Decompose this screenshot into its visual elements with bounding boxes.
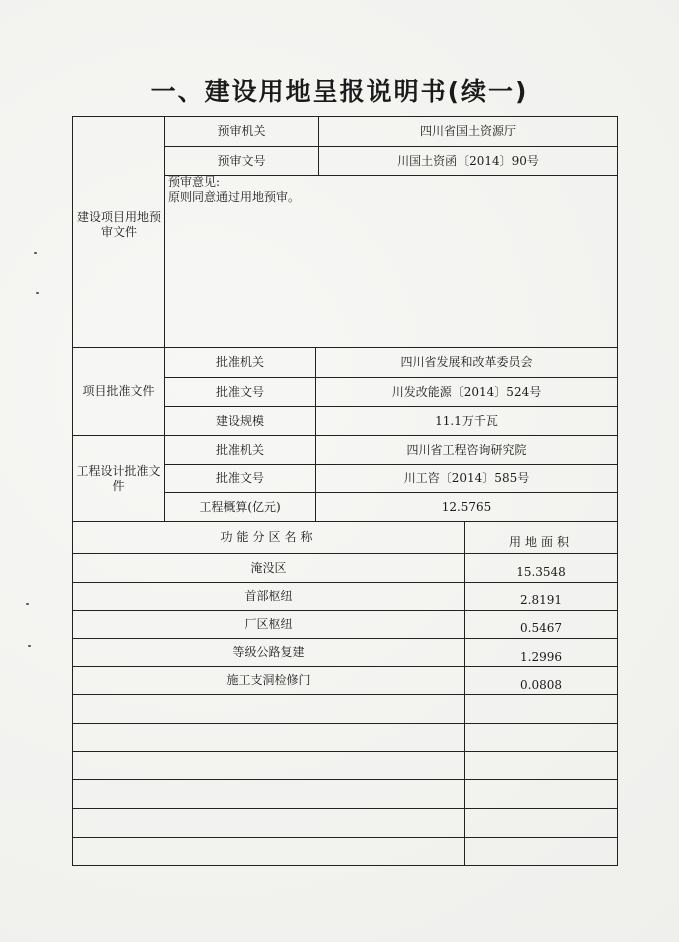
preapproval-number-key: 预审文号 [217,153,266,168]
approval-authority-key: 批准机关 [215,355,264,369]
zones-row-line [72,808,618,809]
zones-header-area: 用地面积 [508,535,573,549]
zone-area: 0.5467 [520,621,562,635]
zone-name: 施工支洞检修门 [226,673,311,687]
section-label-project-approval: 项目批准文件 [82,384,155,398]
zones-header-name: 功能分区名称 [220,530,317,544]
budget-key: 工程概算(亿元) [199,499,281,514]
approval-number-key: 批准文号 [215,384,264,399]
opinion-text: 原则同意通过用地预审。 [168,190,301,204]
construction-scale-value: 11.1万千瓦 [435,413,498,428]
table-border-right [617,116,618,866]
scan-speck [34,252,37,254]
zone-name: 首部枢纽 [244,589,293,603]
zone-area: 1.2996 [520,650,562,664]
zone-name: 等级公路复建 [232,645,305,659]
page-title: 一、建设用地呈报说明书(续一) [150,77,529,106]
zones-row-line [72,723,618,724]
budget-value: 12.5765 [441,499,492,514]
zones-row-line [72,837,618,838]
approval-authority-value: 四川省发展和改革委员会 [400,355,533,369]
section-label-design-approval: 工程设计批准文件 [76,463,161,493]
preapproval-authority-key: 预审机关 [217,124,266,138]
design-number-key: 批准文号 [215,471,264,485]
preapproval-number-value: 川国土资函〔2014〕90号 [397,153,539,168]
design-number-value: 川工咨〔2014〕585号 [403,471,530,485]
preapproval-authority-value: 四川省国土资源厅 [419,124,516,138]
zone-area: 2.8191 [520,593,562,607]
section-label-preapproval: 建设项目用地预审文件 [76,210,161,239]
approval-number-value: 川发改能源〔2014〕524号 [391,384,542,399]
construction-scale-key: 建设规模 [215,413,264,428]
scan-speck [26,603,29,605]
scan-speck [28,645,31,647]
opinion-label: 预审意见: [168,175,221,189]
zones-row-line [72,751,618,752]
design-authority-key: 批准机关 [215,442,264,457]
design-authority-value: 四川省工程咨询研究院 [406,442,527,457]
zone-area: 0.0808 [520,678,562,692]
preapproval-opinion [168,175,608,205]
table-border-bottom [72,865,618,866]
zone-name: 厂区枢纽 [244,617,293,631]
zones-row-line [72,779,618,780]
scan-speck [36,292,39,294]
zone-area: 15.3548 [516,564,566,579]
zone-name: 淹没区 [250,560,287,575]
